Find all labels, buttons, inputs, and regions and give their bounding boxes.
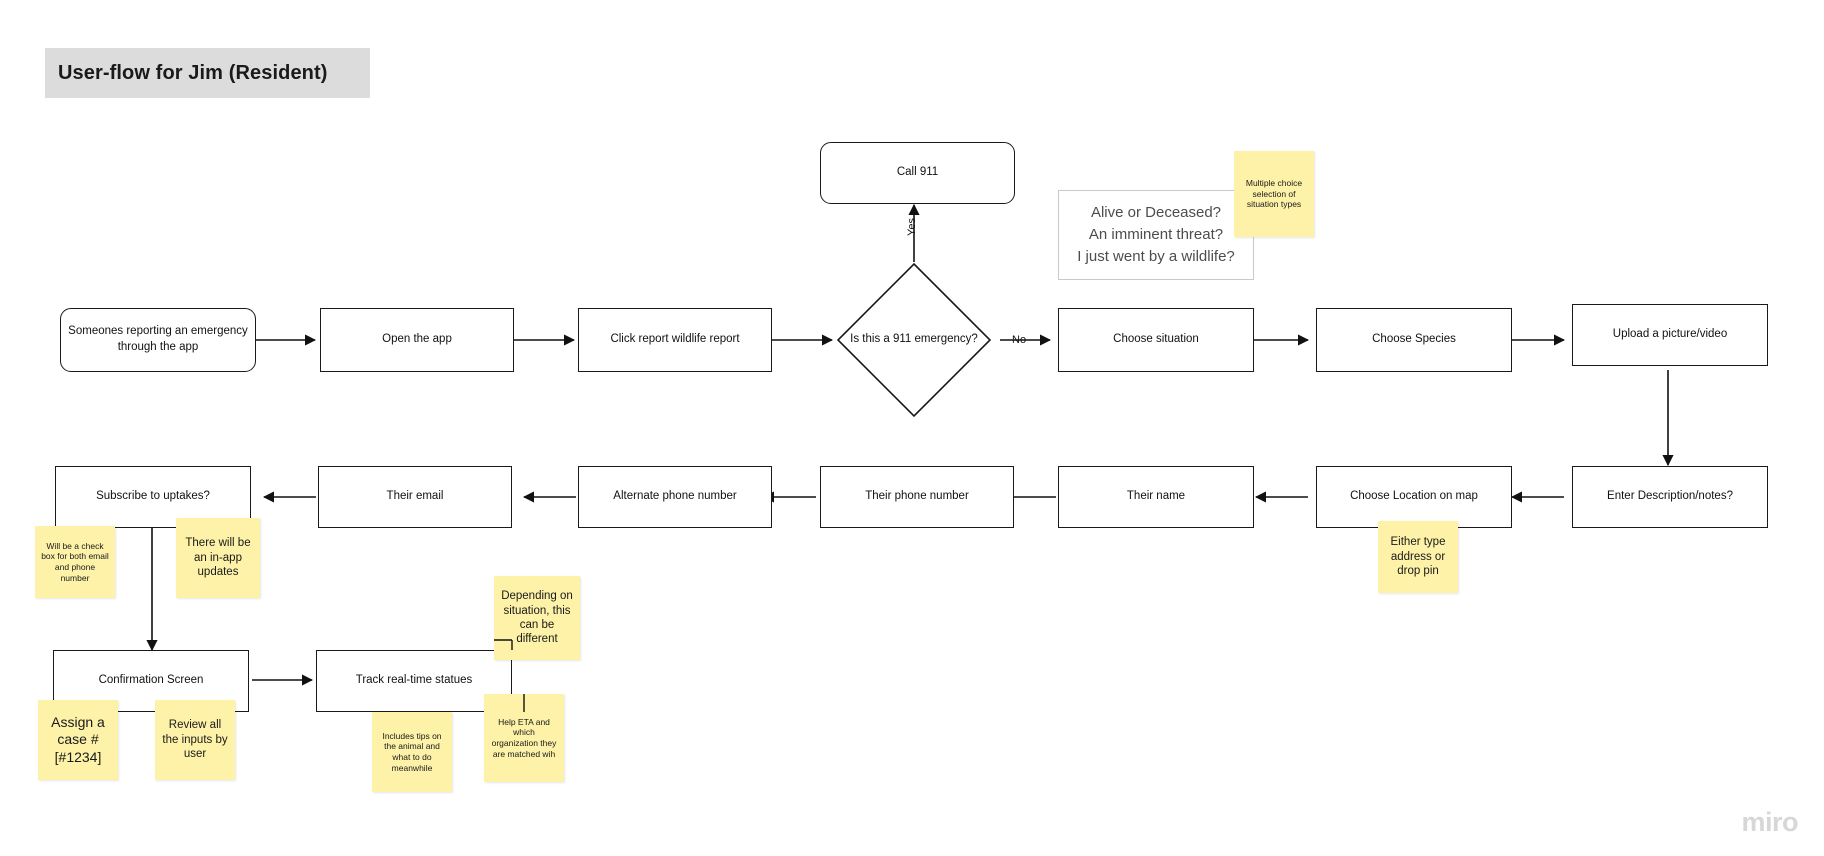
node-choose-species[interactable]: Choose Species: [1316, 308, 1512, 372]
sticky-either-type-address: Either type address or drop pin: [1378, 521, 1458, 593]
node-choose-situation[interactable]: Choose situation: [1058, 308, 1254, 372]
node-decision-911-emergency[interactable]: [836, 262, 992, 418]
situation-option-1: Alive or Deceased?: [1090, 204, 1222, 222]
miro-watermark: miro: [1741, 807, 1798, 837]
node-their-name[interactable]: Their name: [1058, 466, 1254, 528]
edge-label-no: No: [1012, 334, 1027, 346]
node-subscribe-to-updates[interactable]: Subscribe to uptakes?: [55, 466, 251, 528]
sticky-depending-on-situation: Depending on situation, this can be different: [494, 576, 580, 660]
sticky-checkbox-email-phone: Will be a check box for both email and phone number: [35, 526, 115, 598]
node-choose-location-on-map[interactable]: Choose Location on map: [1316, 466, 1512, 528]
node-confirmation-screen[interactable]: Confirmation Screen: [53, 650, 249, 712]
situation-option-2: An imminent threat?: [1088, 226, 1224, 244]
decision-label: Is this a 911 emergency?: [850, 333, 978, 346]
node-track-real-time-statues[interactable]: Track real-time statues: [316, 650, 512, 712]
sticky-assign-case-number: Assign a case # [#1234]: [38, 700, 118, 780]
node-their-email[interactable]: Their email: [318, 466, 512, 528]
sticky-multiple-choice: Multiple choice selection of situation types: [1234, 151, 1314, 237]
situation-options-panel: [1058, 190, 1254, 280]
node-their-phone-number[interactable]: Their phone number: [820, 466, 1014, 528]
page-title-text: User-flow for Jim (Resident): [58, 61, 328, 84]
situation-option-3: I just went by a wildlife?: [1077, 247, 1235, 265]
sticky-in-app-updates: There will be an in-app updates: [176, 518, 260, 598]
sticky-eta-organization: Help ETA and which organization they are matched wih: [484, 694, 564, 782]
node-click-report-wildlife[interactable]: Click report wildlife report: [578, 308, 772, 372]
node-enter-description-notes[interactable]: Enter Description/notes?: [1572, 466, 1768, 528]
node-open-the-app[interactable]: Open the app: [320, 308, 514, 372]
node-call-911[interactable]: Call 911: [820, 142, 1015, 204]
edge-label-yes: Yes: [906, 218, 918, 236]
node-upload-picture-video[interactable]: Upload a picture/video: [1572, 304, 1768, 366]
node-alternate-phone-number[interactable]: Alternate phone number: [578, 466, 772, 528]
sticky-includes-tips: Includes tips on the animal and what to do meanwhile: [372, 712, 452, 792]
node-start-report-emergency[interactable]: Someones reporting an emergency through the app: [60, 308, 256, 372]
sticky-review-inputs: Review all the inputs by user: [155, 700, 235, 780]
